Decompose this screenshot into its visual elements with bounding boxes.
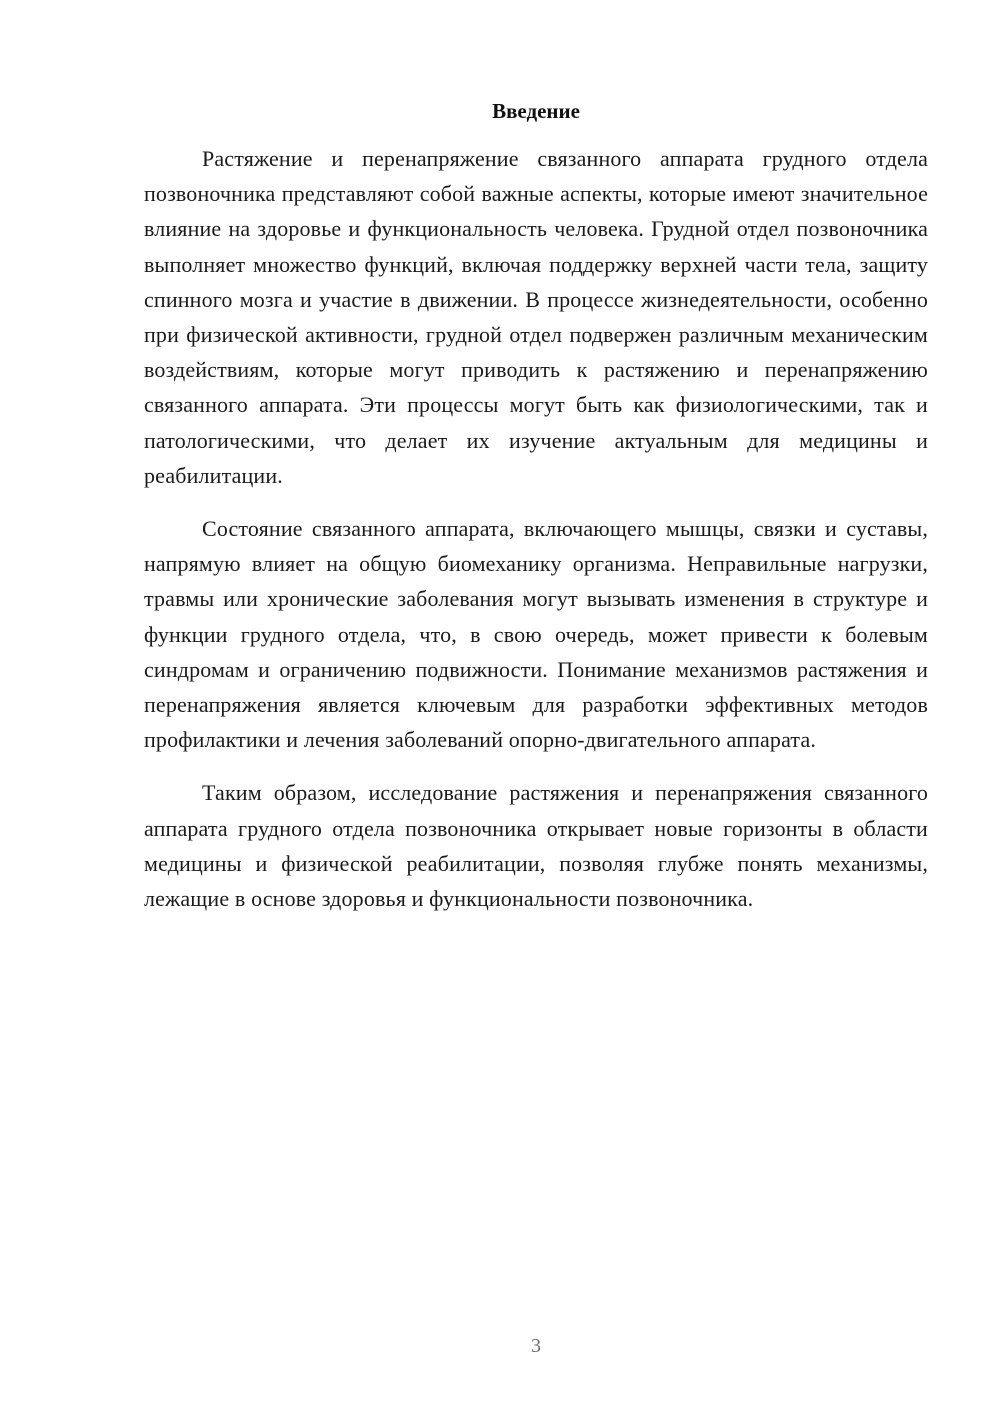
page-number: 3 (531, 1335, 541, 1357)
body-text (144, 141, 928, 916)
paragraph-3: Таким образом, исследование растяжения и перенапряжения связанного аппарата грудного отдела позвоночника открывает новые горизонты в области медицины и физической реабилитации, позволяя глубже понять механизмы, лежащие в основе здоровья и функциональности позвоночника. (144, 780, 928, 912)
paragraph-2: Состояние связанного аппарата, включающего мышцы, связки и суставы, напрямую влияет на общую биомеханику организма. Неправильные нагрузки, травмы или хронические заболевания могут вызывать изменения в структуре и функции грудного отдела, что, в свою очередь, может привести к болевым синдромам и ограничению подвижности. Понимание механизмов растяжения и перенапряжения является ключевым для разработки эффективных методов профилактики и лечения заболеваний опорно-двигательного аппарата. (144, 516, 928, 753)
paragraph-1: Растяжение и перенапряжение связанного аппарата грудного отдела позвоночника представляют собой важные аспекты, которые имеют значительное влияние на здоровье и функциональность человека. Грудной отдел позвоночника выполняет множество функций, включая поддержку верхней части тела, защиту спинного мозга и участие в движении. В процессе жизнедеятельности, особенно при физической активности, грудной отдел подвержен различным механическим воздействиям, которые могут приводить к растяжению и перенапряжению связанного аппарата. Эти процессы могут быть как физиологическими, так и патологическими, что делает их изучение актуальным для медицины и реабилитации. (144, 146, 928, 488)
section-heading: Введение (492, 99, 580, 123)
